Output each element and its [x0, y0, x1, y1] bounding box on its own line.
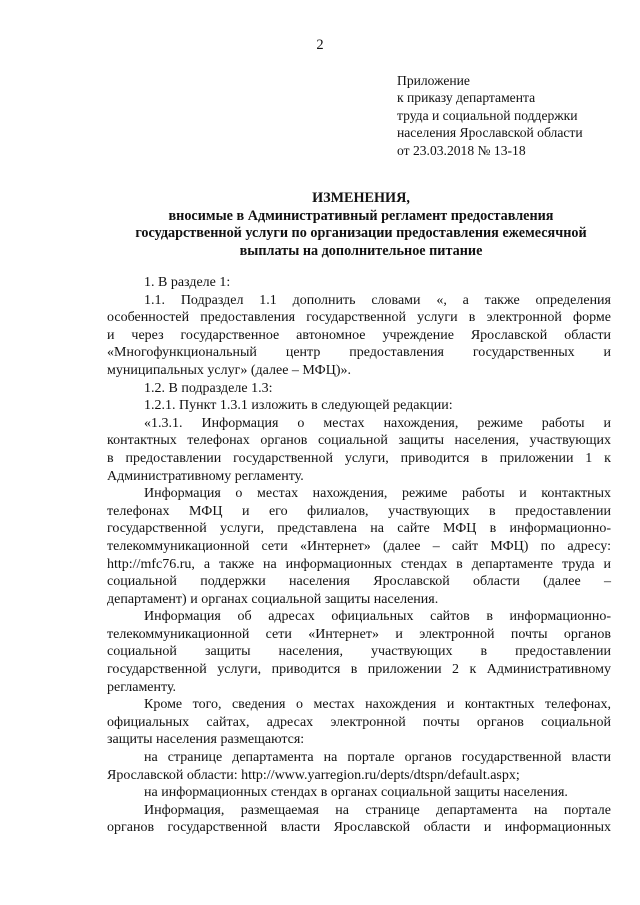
body-line: на информационных стендах в органах социальной защиты населения. [144, 785, 568, 801]
title-line: государственной услуги по организации предоставления ежемесячной [135, 225, 587, 242]
body-line: 1.2. В подразделе 1.3: [144, 380, 273, 396]
body-line: государственной услуги, приводится в приложении 2 к Административному [107, 662, 611, 678]
body-line: «Многофункциональный центр предоставления государственных и [107, 345, 611, 361]
document-title [100, 190, 622, 260]
body-line: Информация, размещаемая на странице департамента на портале [144, 802, 611, 818]
title-line: ИЗМЕНЕНИЯ, [312, 190, 410, 206]
page-number: 2 [316, 37, 324, 53]
body-line: телефонах МФЦ и его филиалов, участвующих в предоставлении [107, 503, 611, 519]
body-line: «1.3.1. Информация о местах нахождения, режиме работы и [144, 415, 611, 431]
body-line: официальных сайтах, адресах электронной почты органов социальной [107, 714, 611, 730]
body-line: органов государственной власти Ярославской области и информационных [107, 820, 611, 836]
appendix-line: Приложение [397, 73, 470, 88]
body-line: Ярославской области: http://www.yarregion.ru/depts/dtspn/default.aspx; [107, 767, 520, 783]
body-line: Информация о местах нахождения, режиме работы и контактных [144, 486, 611, 502]
appendix-line: от 23.03.2018 № 13-18 [397, 142, 526, 158]
body-line: регламенту. [107, 679, 177, 695]
body-text [107, 274, 611, 837]
body-line: социальной поддержки населения Ярославской области (далее – [107, 574, 611, 590]
body-line: Кроме того, сведения о местах нахождения и контактных телефонах, [144, 697, 611, 713]
appendix-reference [397, 72, 637, 159]
body-line: 1. В разделе 1: [144, 275, 231, 290]
appendix-line: к приказу департамента [397, 90, 536, 106]
body-line: телекоммуникационной сети «Интернет» (далее – сайт МФЦ) по адресу: [107, 538, 611, 554]
body-line: в предоставлении государственной услуги, приводится в приложении 1 к [107, 450, 611, 466]
appendix-line: труда и социальной поддержки [397, 107, 578, 123]
body-line: на странице департамента на портале органов государственной власти [144, 750, 611, 766]
body-line: 1.2.1. Пункт 1.3.1 изложить в следующей редакции: [144, 398, 453, 414]
body-line: телекоммуникационной сети «Интернет» и электронной почты органов [107, 626, 611, 642]
body-line: государственной услуги, представлена на сайте МФЦ в информационно- [107, 521, 611, 537]
body-line: защиты населения размещаются: [107, 732, 305, 748]
body-line: особенностей предоставления государственной услуги в электронной форме [107, 310, 611, 326]
body-line: департамент) и органах социальной защиты населения. [107, 591, 439, 607]
appendix-line: населения Ярославской области [397, 125, 583, 141]
body-line: 1.1. Подраздел 1.1 дополнить словами «, а также определения [144, 292, 611, 308]
body-line: контактных телефонах органов социальной защиты населения, участвующих [107, 433, 611, 449]
title-line: выплаты на дополнительное питание [239, 242, 483, 259]
body-line: социальной защиты населения, участвующих в предоставлении [107, 644, 611, 660]
body-line: Административному регламенту. [107, 468, 304, 484]
body-line: Информация об адресах официальных сайтов в информационно- [144, 609, 611, 625]
body-line: муниципальных услуг» (далее – МФЦ)». [107, 362, 352, 378]
body-line: http://mfc76.ru, а также на информационных стендах в департаменте труда и [107, 556, 611, 572]
body-line: и через государственное автономное учреждение Ярославской области [107, 327, 611, 343]
title-line: вносимые в Административный регламент предоставления [168, 207, 554, 224]
